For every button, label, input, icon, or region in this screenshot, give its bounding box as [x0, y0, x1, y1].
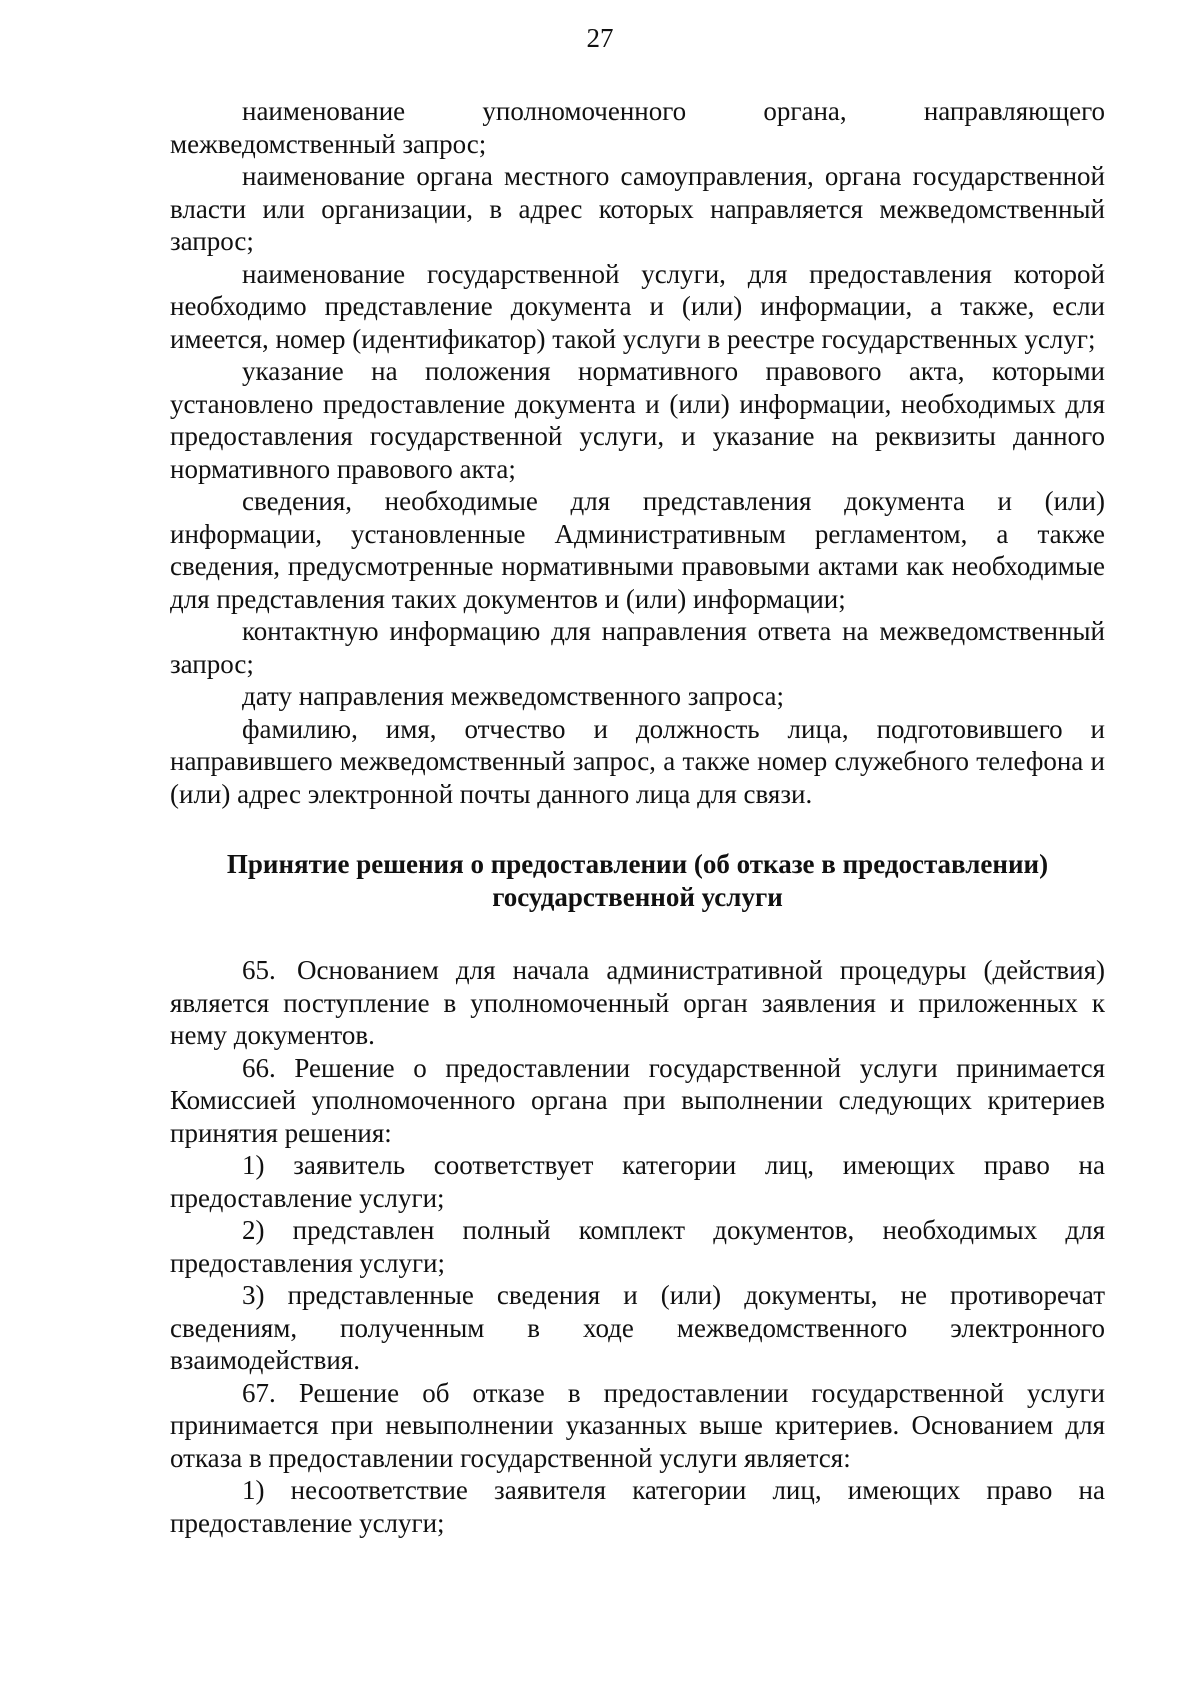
section-heading: [170, 848, 1105, 913]
list-item: 3) представленные сведения и (или) документы, не противоречат сведениям, полученным в ходе межведомственного электронного взаимодействия.: [170, 1280, 1105, 1375]
paragraph: дату направления межведомственного запроса;: [242, 681, 785, 711]
list-item: 2) представлен полный комплект документов, необходимых для предоставления услуги;: [170, 1215, 1105, 1278]
page-number: 27: [586, 23, 614, 53]
paragraph: 67. Решение об отказе в предоставлении государственной услуги принимается при невыполнении указанных выше критериев. Основанием для отказа в предоставлении государственной услуги является:: [170, 1377, 1105, 1473]
paragraph: сведения, необходимые для представления документа и (или) информации, установленные Административным регламентом, а также сведения, предусмотренные нормативными правовыми актами как необходимые для представления таких документов и (или) информации;: [170, 486, 1105, 614]
paragraph: указание на положения нормативного правового акта, которыми установлено предоставление документа и (или) информации, необходимых для предоставления государственной услуги, и указание на реквизиты данного нормативного правового акта;: [170, 356, 1105, 484]
paragraph-text: Основанием для начала административной процедуры (действия) является поступление в уполномоченный орган заявления и приложенных к нему документов.: [170, 955, 1105, 1050]
document-body: [170, 95, 1105, 1539]
paragraph-65: [170, 954, 1105, 1052]
paragraph: наименование уполномоченного органа, направляющего межведомственный запрос;: [170, 96, 1105, 159]
paragraph: фамилию, имя, отчество и должность лица, подготовившего и направившего межведомственный запрос, а также номер служебного телефона и (или) адрес электронной почты данного лица для связи.: [170, 713, 1105, 809]
paragraph: наименование государственной услуги, для предоставления которой необходимо представление документа и (или) информации, а также, если имеется, номер (идентификатор) такой услуги в реестре государственных услуг;: [170, 258, 1105, 354]
section-heading-line-1: Принятие решения о предоставлении (об отказе в предоставлении): [226, 849, 1049, 879]
paragraph: 66. Решение о предоставлении государственной услуги принимается Комиссией уполномоченного органа при выполнении следующих критериев принятия решения:: [170, 1052, 1105, 1148]
paragraph: наименование органа местного самоуправления, органа государственной власти или организации, в адрес которых направляется межведомственный запрос;: [170, 161, 1105, 256]
section-heading-line-2: государственной услуги: [492, 881, 783, 912]
list-item: 1) заявитель соответствует категории лиц, имеющих право на предоставление услуги;: [170, 1150, 1105, 1213]
spacer: [170, 913, 1105, 954]
list-item: 1) несоответствие заявителя категории лиц, имеющих право на предоставление услуги;: [170, 1475, 1105, 1538]
paragraph-number: 65.: [242, 955, 276, 985]
paragraph: контактную информацию для направления ответа на межведомственный запрос;: [170, 616, 1105, 679]
